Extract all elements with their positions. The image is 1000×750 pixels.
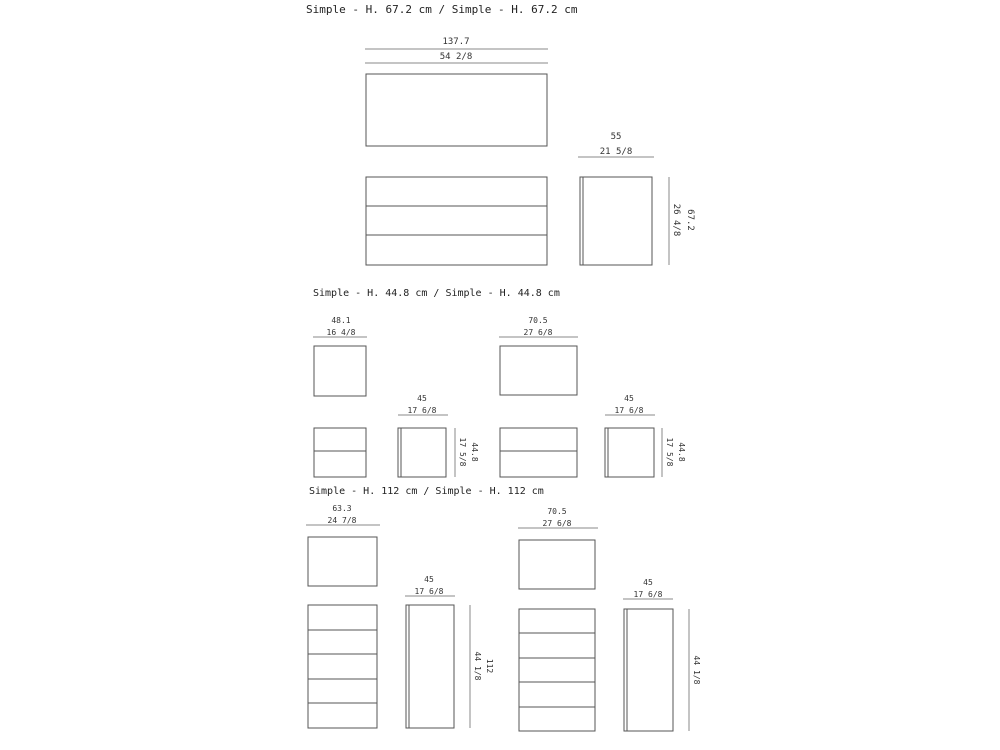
right-front-view-h44: [500, 428, 577, 477]
left-top-width-cm: 48.1: [331, 316, 351, 325]
side-depth-cm: 55: [610, 132, 622, 142]
left-side-depth-in: 17 6/8: [414, 587, 444, 596]
left-top-view-rect: [314, 346, 366, 396]
left-side-view-h44: [398, 428, 446, 477]
left-side-view-h112: [406, 605, 454, 728]
front-view-h67: [366, 177, 547, 265]
left-side-depth-in: 17 6/8: [407, 406, 437, 415]
left-side-rect: [398, 428, 446, 477]
right-front-view-h112: [519, 609, 595, 731]
left-front-rect: [308, 605, 377, 728]
right-height-cm: 44.8: [677, 442, 686, 462]
left-top-width-in: 24 7/8: [327, 516, 357, 525]
section-title-h112: Simple - H. 112 cm / Simple - H. 112 cm: [309, 486, 544, 497]
top-width-in: 54 2/8: [439, 52, 473, 62]
right-top-view-rect: [500, 346, 577, 395]
left-side-rect: [406, 605, 454, 728]
right-side-depth-cm: 45: [643, 578, 653, 587]
section-h112: [306, 486, 701, 731]
left-height-in: 17 5/8: [458, 437, 467, 467]
left-side-depth-cm: 45: [424, 575, 434, 584]
right-height-in: 44 1/8: [692, 655, 701, 685]
right-side-depth-in: 17 6/8: [633, 590, 663, 599]
left-front-rect: [314, 428, 366, 477]
left-front-view-h112: [308, 605, 377, 728]
left-height-cm: 44.8: [470, 442, 479, 462]
height-in: 26 4/8: [671, 203, 681, 237]
left-top-view-rect: [308, 537, 377, 586]
right-front-rect: [500, 428, 577, 477]
height-cm: 67.2: [685, 209, 695, 231]
side-depth-in: 21 5/8: [599, 147, 633, 157]
left-height-cm: 112: [485, 658, 494, 674]
right-side-view-h112: [624, 609, 673, 731]
right-top-width-cm: 70.5: [547, 507, 567, 516]
right-side-view-h44: [605, 428, 654, 477]
left-top-width-in: 16 4/8: [326, 328, 356, 337]
front-view-rect: [366, 177, 547, 265]
right-side-depth-in: 17 6/8: [614, 406, 644, 415]
top-width-cm: 137.7: [442, 37, 470, 47]
right-top-width-cm: 70.5: [528, 316, 548, 325]
right-height-in: 17 5/8: [665, 437, 674, 467]
right-top-width-in: 27 6/8: [542, 519, 572, 528]
side-view-rect: [580, 177, 652, 265]
right-top-view-rect: [519, 540, 595, 589]
section-h67: [306, 3, 695, 265]
right-side-rect: [605, 428, 654, 477]
section-title-h67: Simple - H. 67.2 cm / Simple - H. 67.2 cm: [306, 3, 578, 16]
left-side-depth-cm: 45: [417, 394, 427, 403]
left-front-view-h44: [314, 428, 366, 477]
left-height-in: 44 1/8: [473, 651, 482, 681]
top-view-rect: [366, 74, 547, 146]
right-top-width-in: 27 6/8: [523, 328, 553, 337]
right-front-rect: [519, 609, 595, 731]
left-top-width-cm: 63.3: [332, 504, 352, 513]
right-side-depth-cm: 45: [624, 394, 634, 403]
section-title-h44: Simple - H. 44.8 cm / Simple - H. 44.8 cm: [313, 288, 560, 299]
section-h44: [313, 288, 686, 477]
side-view-h67: [580, 177, 652, 265]
right-side-rect: [624, 609, 673, 731]
